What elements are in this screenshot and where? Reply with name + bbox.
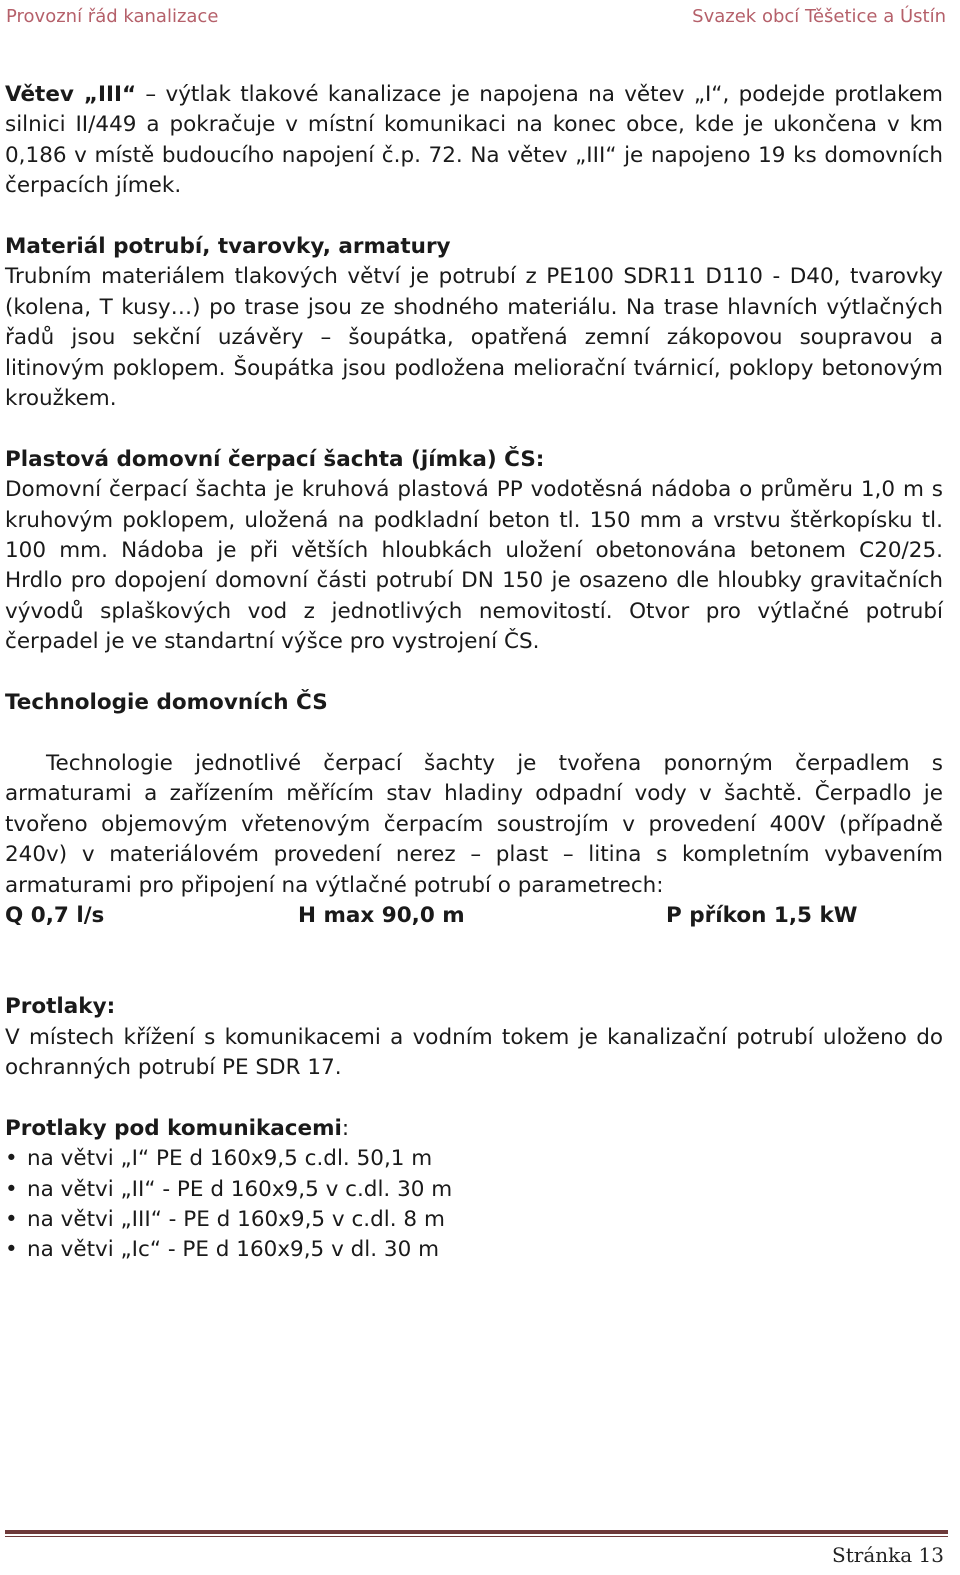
list-item-text: na větvi „III“ - PE d 160x9,5 v c.dl. 8 m [27, 1206, 445, 1232]
list-item-text: na větvi „II“ - PE d 160x9,5 v c.dl. 30 m [27, 1176, 453, 1202]
sachta-heading: Plastová domovní čerpací šachta (jímka) ČS: [5, 446, 545, 472]
protlaky-list [5, 1144, 943, 1266]
vetev-3-text: – výtlak tlakové kanalizace je napojena na větev „I“, podejde protlakem silnici II/449 a pokračuje v místní komunikaci na konec obce, kde je ukončena v km 0,186 v místě budoucího napojení č.p. 72. Na větev „III“ je napojeno 19 ks domovních čerpacích jímek. [5, 82, 943, 199]
paragraph-vetev-3 [5, 80, 943, 202]
list-item [5, 1144, 943, 1174]
material-paragraph: Trubním materiálem tlakových větví je potrubí z PE100 SDR11 D110 - D40, tvarovky (kolena, T kusy…) po trase jsou ze shodného materiálu. Na trase hlavních výtlačných řadů jsou sekční uzávěry – šoupátka, opatřená zemní zákopovou soupravou a litinovým poklopem. Šoupátka jsou podložena meliorační tvárnicí, poklopy betonovým kroužkem. [5, 264, 943, 412]
list-item-text: na větvi „Ic“ - PE d 160x9,5 v dl. 30 m [27, 1237, 440, 1263]
protlaky-komunikace-title: Protlaky pod komunikacemi [5, 1115, 342, 1141]
bullet-icon: • [5, 1237, 18, 1263]
protlaky-heading: Protlaky: [5, 994, 116, 1020]
list-item [5, 1175, 943, 1205]
footer-rule-thin [5, 1536, 948, 1537]
vetev-3-title: Větev „III“ [5, 82, 137, 107]
bullet-icon: • [5, 1176, 18, 1202]
list-item-text: na větvi „I“ PE d 160x9,5 c.dl. 50,1 m [27, 1146, 433, 1172]
list-item [5, 1235, 943, 1265]
pump-parameters [5, 901, 943, 931]
param-head: H max 90,0 m [298, 902, 465, 928]
protlaky-komunikace-colon: : [341, 1115, 350, 1141]
header-document-title: Provozní řád kanalizace [6, 6, 219, 27]
protlaky-komunikace-heading [5, 1114, 943, 1144]
list-item [5, 1205, 943, 1235]
page-number: Stránka 13 [832, 1543, 944, 1567]
page-header [0, 0, 960, 34]
technologie-heading: Technologie domovních ČS [5, 690, 328, 716]
material-heading: Materiál potrubí, tvarovky, armatury [5, 234, 451, 260]
technologie-paragraph: Technologie jednotlivé čerpací šachty je tvořena ponorným čerpadlem s armaturami a zařízením měřícím stav hladiny odpadní vody v šachtě. Čerpadlo je tvořeno objemovým vřetenovým čerpacím soustrojím v provedení 400V (případně 240v) v materiálovém provedení nerez – plast – litina s kompletním vybavením armaturami pro připojení na výtlačné potrubí o parametrech: [5, 750, 943, 898]
bullet-icon: • [5, 1206, 18, 1232]
sachta-paragraph: Domovní čerpací šachta je kruhová plastová PP vodotěsná nádoba o průměru 1,0 m s kruhovým poklopem, uložená na podkladní beton tl. 150 mm a vrstvu štěrkopísku tl. 100 mm. Nádoba je při větších hloubkách uložení obetonována betonem C20/25. Hrdlo pro dopojení domovní části potrubí DN 150 je osazeno dle hloubky gravitačních vývodů splaškových vod z jednotlivých nemovitostí. Otvor pro výtlačné potrubí čerpadel je ve standartní výšce pro vystrojení ČS. [5, 477, 943, 655]
footer-rule-thick [5, 1530, 948, 1534]
header-organization: Svazek obcí Těšetice a Ústín [692, 6, 946, 27]
protlaky-paragraph: V místech křížení s komunikacemi a vodním tokem je kanalizační potrubí uloženo do ochranných potrubí PE SDR 17. [5, 1024, 943, 1080]
param-flow: Q 0,7 l/s [5, 902, 105, 928]
document-body [5, 80, 943, 1266]
param-power: P příkon 1,5 kW [666, 902, 858, 928]
bullet-icon: • [5, 1146, 18, 1172]
